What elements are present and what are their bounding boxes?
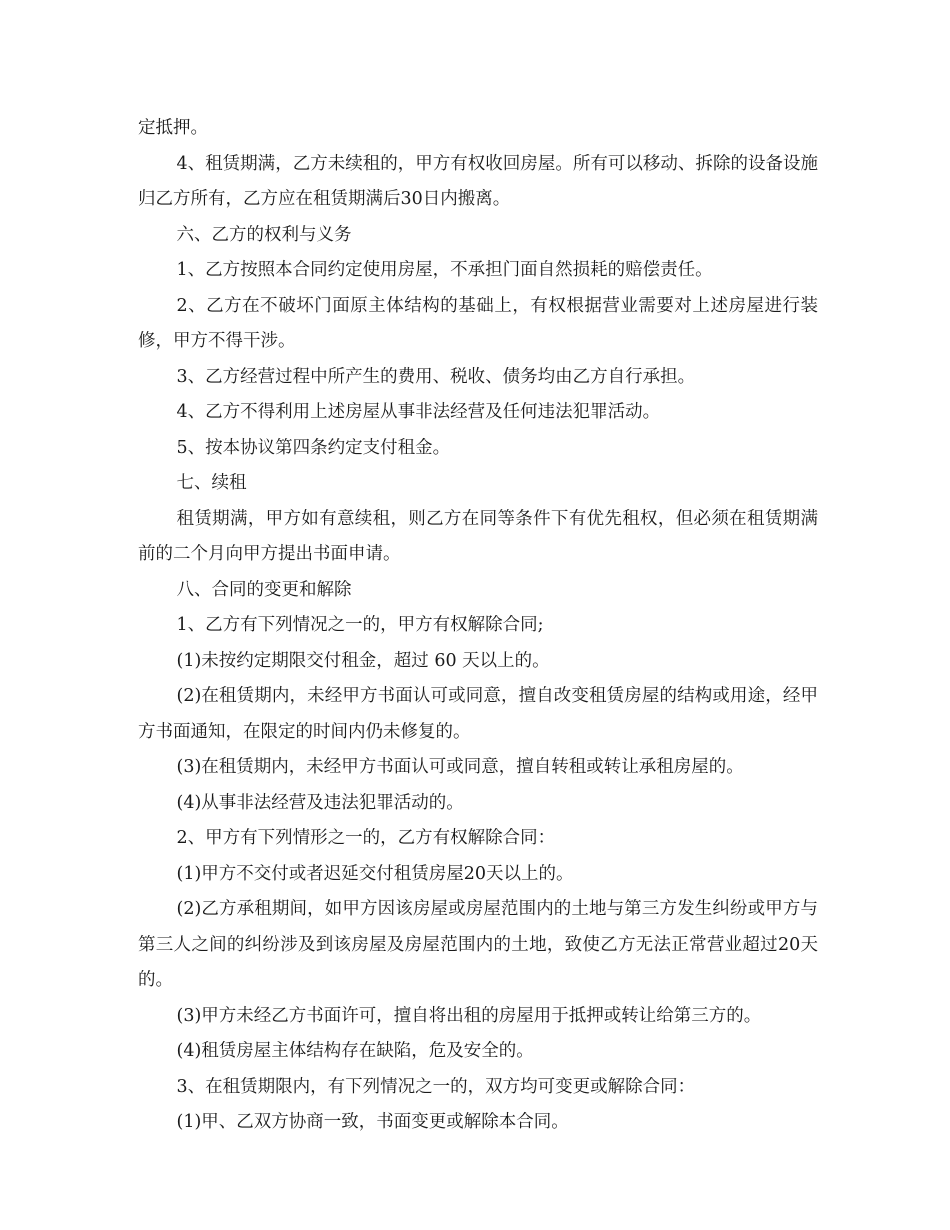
paragraph: (3)甲方未经乙方书面许可，擅自将出租的房屋用于抵押或转让给第三方的。	[176, 1005, 762, 1026]
paragraph: 4、乙方不得利用上述房屋从事非法经营及任何违法犯罪活动。	[176, 402, 661, 422]
section-heading: 八、合同的变更和解除	[176, 579, 352, 600]
paragraph: 3、乙方经营过程中所产生的费用、税收、债务均由乙方自行承担。	[176, 366, 696, 387]
paragraph: 3、在租赁期限内，有下列情况之一的，双方均可变更或解除合同：	[176, 1076, 696, 1097]
paragraph: 4、租赁期满，乙方未续租的，甲方有权收回房屋。所有可以移动、拆除的设备设施归乙方所有，乙方应在租赁期满后30日内搬离。	[138, 153, 818, 209]
paragraph: (4)从事非法经营及违法犯罪活动的。	[176, 792, 464, 813]
paragraph: (4)租赁房屋主体结构存在缺陷，危及安全的。	[176, 1041, 534, 1061]
paragraph: (3)在租赁期内，未经甲方书面认可或同意，擅自转租或转让承租房屋的。	[176, 757, 744, 777]
paragraph: 租赁期满，甲方如有意续租，则乙方在同等条件下有优先租权，但必须在租赁期满前的二个月向甲方提出书面申请。	[138, 508, 818, 564]
paragraph: 2、甲方有下列情形之一的，乙方有权解除合同：	[176, 828, 556, 848]
paragraph: 1、乙方有下列情况之一的，甲方有权解除合同;	[176, 615, 544, 635]
paragraph: (2)乙方承租期间，如甲方因该房屋或房屋范围内的土地与第三方发生纠纷或甲方与第三人之间的纠纷涉及到该房屋及房屋范围内的土地，致使乙方无法正常营业超过20天的。	[138, 899, 818, 990]
paragraph: (1)甲方不交付或者迟延交付租赁房屋20天以上的。	[176, 863, 574, 884]
section-heading: 七、续租	[176, 473, 247, 493]
paragraph: (1)甲、乙双方协商一致，书面变更或解除本合同。	[176, 1112, 569, 1132]
paragraph: 1、乙方按照本合同约定使用房屋，不承担门面自然损耗的赔偿责任。	[176, 260, 713, 280]
paragraph: 定抵押。	[138, 118, 208, 138]
paragraph: (2)在租赁期内，未经甲方书面认可或同意，擅自改变租赁房屋的结构或用途，经甲方书面通知，在限定的时间内仍未修复的。	[138, 686, 818, 742]
document-body	[138, 111, 818, 1141]
paragraph: (1)未按约定期限交付租金，超过 60 天以上的。	[176, 650, 550, 671]
paragraph: 2、乙方在不破坏门面原主体结构的基础上，有权根据营业需要对上述房屋进行装修，甲方不得干涉。	[138, 295, 818, 351]
section-heading: 六、乙方的权利与义务	[176, 224, 352, 245]
paragraph: 5、按本协议第四条约定支付租金。	[176, 437, 451, 458]
